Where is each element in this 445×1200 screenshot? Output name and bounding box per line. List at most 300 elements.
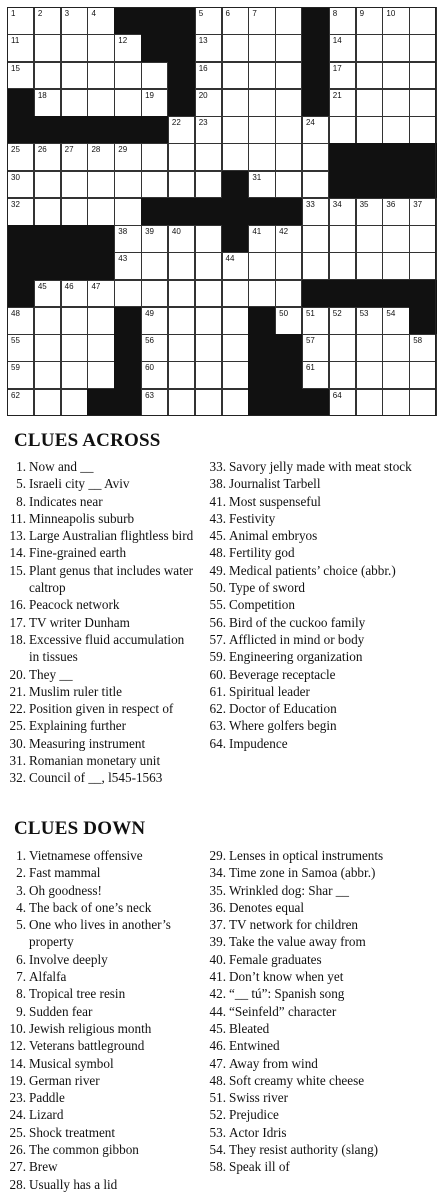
grid-cell[interactable] [222,307,249,335]
clue-number: 52. [209,1107,226,1123]
clue-text: The back of one’s neck [29,899,152,915]
grid-cell[interactable] [195,62,222,90]
clue-item [0,1176,226,1193]
grid-cell[interactable] [329,34,356,62]
grid-cell[interactable] [222,143,249,171]
grid-cell[interactable] [61,334,88,362]
clue-text: Soft creamy white cheese [229,1072,365,1088]
clue-text: TV writer Dunham [29,614,130,630]
grid-cell[interactable] [409,361,436,389]
grid-cell[interactable] [382,116,409,144]
clue-number: 27. [9,1159,26,1175]
grid-cell[interactable] [141,143,168,171]
grid-cell[interactable] [409,34,436,62]
clue-text: They resist authority (slang) [229,1142,379,1158]
clue-number: 43. [209,510,226,526]
black-square [168,7,195,35]
clue-number: 25. [9,718,26,734]
clue-number: 1. [16,459,26,474]
grid-cell[interactable] [222,7,249,35]
black-square [141,34,168,62]
grid-cell[interactable] [356,307,383,335]
black-square [302,389,329,417]
grid-cell[interactable] [356,198,383,226]
cell-number: 26 [37,145,47,155]
grid-cell[interactable] [409,252,436,280]
grid-cell[interactable] [382,7,409,35]
black-square [356,143,383,171]
clue-item [0,562,226,597]
grid-cell[interactable] [34,62,61,90]
grid-cell[interactable] [61,198,88,226]
grid-cell[interactable] [195,307,222,335]
grid-cell[interactable] [87,89,114,117]
grid-cell[interactable] [168,334,195,362]
grid-cell[interactable] [356,89,383,117]
grid-cell[interactable] [7,171,34,199]
cell-number: 53 [359,308,369,318]
grid-cell[interactable] [356,7,383,35]
grid-cell[interactable] [114,171,141,199]
grid-cell[interactable] [329,307,356,335]
grid-cell[interactable] [87,307,114,335]
clue-text: “__ tú”: Spanish song [229,986,345,1002]
grid-cell[interactable] [34,171,61,199]
clue-number: 53. [209,1124,226,1140]
grid-cell[interactable] [302,225,329,253]
cell-number: 52 [332,308,342,318]
grid-cell[interactable] [248,225,275,253]
black-square [356,171,383,199]
clue-text: Involve deeply [29,951,108,967]
grid-cell[interactable] [382,89,409,117]
grid-cell[interactable] [248,252,275,280]
clue-text: Spiritual leader [229,683,310,699]
clue-text: TV network for children [229,917,359,933]
grid-cell[interactable] [168,116,195,144]
clue-number: 57. [209,631,226,647]
clue-number: 41. [209,493,226,509]
grid-cell[interactable] [34,89,61,117]
grid-cell[interactable] [7,198,34,226]
grid-cell[interactable] [195,334,222,362]
grid-cell[interactable] [141,361,168,389]
grid-cell[interactable] [248,116,275,144]
grid-cell[interactable] [87,171,114,199]
grid-cell[interactable] [248,171,275,199]
grid-cell[interactable] [195,252,222,280]
grid-cell[interactable] [141,62,168,90]
grid-cell[interactable] [275,62,302,90]
grid-cell[interactable] [34,7,61,35]
grid-cell[interactable] [222,252,249,280]
black-square [409,280,436,308]
clue-item [0,544,226,561]
grid-cell[interactable] [168,307,195,335]
clue-number: 61. [209,683,226,699]
black-square [7,252,34,280]
clue-item [200,1141,445,1158]
black-square [248,307,275,335]
grid-cell[interactable] [356,252,383,280]
grid-cell[interactable] [275,143,302,171]
down-clues-left [0,847,226,1193]
clue-text: Large Australian flightless bird [29,528,194,544]
grid-cell[interactable] [222,361,249,389]
clue-number: 30. [9,735,26,751]
grid-cell[interactable] [382,334,409,362]
clue-text: Bird of the cuckoo family [229,614,366,630]
grid-cell[interactable] [409,389,436,417]
grid-cell[interactable] [114,280,141,308]
grid-cell[interactable] [7,143,34,171]
clue-item [200,527,445,544]
grid-cell[interactable] [222,62,249,90]
grid-cell[interactable] [329,62,356,90]
clue-number: 5. [16,476,26,492]
clue-item [200,847,445,864]
cell-number: 64 [332,390,342,400]
grid-cell[interactable] [114,89,141,117]
grid-cell[interactable] [7,307,34,335]
clue-number: 49. [209,562,226,578]
cell-number: 44 [225,254,235,264]
grid-cell[interactable] [87,143,114,171]
grid-cell[interactable] [61,171,88,199]
grid-cell[interactable] [195,34,222,62]
grid-cell[interactable] [382,361,409,389]
grid-cell[interactable] [34,143,61,171]
clue-text: Sudden fear [29,1003,93,1019]
grid-cell[interactable] [356,389,383,417]
grid-cell[interactable] [356,34,383,62]
grid-cell[interactable] [329,89,356,117]
grid-cell[interactable] [222,116,249,144]
grid-cell[interactable] [61,62,88,90]
clue-number: 55. [209,597,226,613]
grid-cell[interactable] [222,389,249,417]
clue-number: 34. [209,865,226,881]
clue-item [0,1141,226,1158]
clue-text: Time zone in Samoa (abbr.) [229,865,376,881]
clue-text: Musical symbol [29,1055,114,1071]
grid-cell[interactable] [329,252,356,280]
cell-number: 27 [64,145,74,155]
across-clues-left [0,458,226,787]
grid-cell[interactable] [87,280,114,308]
grid-cell[interactable] [168,252,195,280]
grid-cell[interactable] [302,171,329,199]
cell-number: 25 [11,145,20,155]
black-square [222,198,249,226]
grid-cell[interactable] [34,34,61,62]
clue-number: 10. [9,1020,26,1036]
grid-cell[interactable] [141,280,168,308]
black-square [114,334,141,362]
grid-cell[interactable] [114,143,141,171]
clue-number: 42. [209,986,226,1002]
grid-cell[interactable] [87,334,114,362]
black-square [329,143,356,171]
grid-cell[interactable] [114,198,141,226]
grid-cell[interactable] [248,34,275,62]
black-square [382,171,409,199]
grid-cell[interactable] [222,89,249,117]
clue-number: 11. [10,510,26,526]
grid-cell[interactable] [61,143,88,171]
black-square [222,225,249,253]
grid-cell[interactable] [7,334,34,362]
clue-text: Animal embryos [229,528,318,544]
grid-cell[interactable] [61,89,88,117]
grid-cell[interactable] [275,7,302,35]
clue-text: Peacock network [29,597,120,613]
grid-cell[interactable] [222,280,249,308]
grid-cell[interactable] [7,389,34,417]
cell-number: 23 [198,118,208,128]
clue-text: Journalist Tarbell [229,476,321,492]
grid-cell[interactable] [356,334,383,362]
cell-number: 31 [252,172,262,182]
grid-cell[interactable] [61,307,88,335]
grid-cell[interactable] [248,62,275,90]
grid-cell[interactable] [356,225,383,253]
grid-cell[interactable] [409,225,436,253]
black-square [34,116,61,144]
grid-cell[interactable] [382,225,409,253]
cell-number: 17 [332,63,342,73]
clue-item [0,717,226,734]
grid-cell[interactable] [409,62,436,90]
grid-cell[interactable] [87,7,114,35]
cell-number: 51 [305,308,315,318]
black-square [248,334,275,362]
black-square [248,389,275,417]
grid-cell[interactable] [329,116,356,144]
grid-cell[interactable] [409,116,436,144]
clue-text: One who lives in another’s [29,917,171,933]
grid-cell[interactable] [141,225,168,253]
clue-number: 35. [209,882,226,898]
grid-cell[interactable] [61,7,88,35]
grid-cell[interactable] [275,34,302,62]
grid-cell[interactable] [34,389,61,417]
clue-text: Swiss river [229,1090,288,1106]
grid-cell[interactable] [329,334,356,362]
grid-cell[interactable] [248,143,275,171]
grid-cell[interactable] [195,171,222,199]
cell-number: 33 [305,199,315,209]
black-square [168,62,195,90]
grid-cell[interactable] [61,280,88,308]
black-square [356,280,383,308]
grid-cell[interactable] [382,252,409,280]
clue-number: 41. [209,969,226,985]
grid-cell[interactable] [168,361,195,389]
grid-cell[interactable] [382,34,409,62]
cell-number: 16 [198,63,208,73]
grid-cell[interactable] [356,116,383,144]
clue-item [0,1037,226,1054]
clue-number: 6. [16,951,26,967]
grid-cell[interactable] [141,252,168,280]
grid-cell[interactable] [141,307,168,335]
grid-cell[interactable] [195,389,222,417]
grid-cell[interactable] [302,116,329,144]
black-square [114,7,141,35]
clue-item [0,1124,226,1141]
grid-cell[interactable] [302,361,329,389]
grid-cell[interactable] [34,280,61,308]
grid-cell[interactable] [61,361,88,389]
clue-item [200,475,445,492]
grid-cell[interactable] [329,198,356,226]
grid-cell[interactable] [222,34,249,62]
grid-cell[interactable] [7,62,34,90]
clue-text: Shock treatment [29,1124,116,1140]
grid-cell[interactable] [275,171,302,199]
grid-cell[interactable] [302,307,329,335]
cell-number: 28 [91,145,101,155]
clue-number: 59. [209,649,226,665]
grid-cell[interactable] [195,361,222,389]
clue-text: Where golfers begin [229,718,337,734]
cell-number: 40 [171,227,181,237]
clue-text-continued: property [29,934,74,950]
clue-number: 31. [9,753,26,769]
grid-cell[interactable] [195,280,222,308]
black-square [141,116,168,144]
grid-cell[interactable] [61,34,88,62]
grid-cell[interactable] [409,89,436,117]
grid-cell[interactable] [61,389,88,417]
grid-cell[interactable] [275,89,302,117]
grid-cell[interactable] [34,198,61,226]
black-square [329,171,356,199]
grid-cell[interactable] [356,62,383,90]
grid-cell[interactable] [302,198,329,226]
grid-cell[interactable] [329,389,356,417]
grid-cell[interactable] [275,307,302,335]
grid-cell[interactable] [275,280,302,308]
grid-cell[interactable] [275,116,302,144]
grid-cell[interactable] [409,198,436,226]
grid-cell[interactable] [7,34,34,62]
grid-cell[interactable] [114,34,141,62]
black-square [302,89,329,117]
cell-number: 21 [332,90,342,100]
clue-number: 48. [209,545,226,561]
clue-item [200,1020,445,1037]
clue-item [0,493,226,510]
grid-cell[interactable] [7,7,34,35]
grid-cell[interactable] [87,62,114,90]
cell-number: 15 [11,63,20,73]
grid-cell[interactable] [248,89,275,117]
grid-cell[interactable] [382,307,409,335]
grid-cell[interactable] [87,34,114,62]
black-square [302,34,329,62]
clue-text: Tropical tree resin [29,986,126,1002]
clue-text: Oh goodness! [29,882,102,898]
clue-text: Israeli city __ Aviv [29,476,130,492]
grid-cell[interactable] [168,280,195,308]
clue-number: 21. [9,683,26,699]
black-square [409,307,436,335]
black-square [61,116,88,144]
grid-cell[interactable] [195,7,222,35]
grid-cell[interactable] [114,62,141,90]
grid-cell[interactable] [34,361,61,389]
clue-item [0,1106,226,1123]
clue-text: Competition [229,597,295,613]
clue-item [0,510,226,527]
grid-cell[interactable] [168,171,195,199]
cell-number: 9 [359,9,365,18]
grid-cell[interactable] [168,225,195,253]
grid-cell[interactable] [248,280,275,308]
clue-item [200,933,445,950]
grid-cell[interactable] [248,7,275,35]
grid-cell[interactable] [141,389,168,417]
across-heading: CLUES ACROSS [14,430,161,451]
grid-cell[interactable] [356,361,383,389]
grid-cell[interactable] [302,252,329,280]
black-square [275,198,302,226]
clue-item [200,882,445,899]
grid-cell[interactable] [168,143,195,171]
grid-cell[interactable] [275,252,302,280]
clue-text: Fertility god [229,545,295,561]
grid-cell[interactable] [382,62,409,90]
clue-item [0,475,226,492]
grid-cell[interactable] [195,116,222,144]
grid-cell[interactable] [222,334,249,362]
clue-text: Plant genus that includes water [29,562,194,578]
grid-cell[interactable] [7,361,34,389]
cell-number: 49 [145,308,154,318]
grid-cell[interactable] [141,334,168,362]
cell-number: 10 [386,9,396,18]
clue-item [0,769,226,786]
grid-cell[interactable] [302,334,329,362]
grid-cell[interactable] [382,389,409,417]
grid-cell[interactable] [329,361,356,389]
clue-number: 40. [209,951,226,967]
grid-cell[interactable] [329,7,356,35]
grid-cell[interactable] [195,225,222,253]
grid-cell[interactable] [275,225,302,253]
grid-cell[interactable] [382,198,409,226]
grid-cell[interactable] [409,7,436,35]
grid-cell[interactable] [34,334,61,362]
grid-cell[interactable] [329,225,356,253]
grid-cell[interactable] [34,307,61,335]
grid-cell[interactable] [409,334,436,362]
grid-cell[interactable] [114,252,141,280]
grid-cell[interactable] [141,171,168,199]
grid-cell[interactable] [168,389,195,417]
grid-cell[interactable] [87,361,114,389]
grid-cell[interactable] [87,198,114,226]
clue-text: Veterans battleground [29,1038,145,1054]
cell-number: 13 [198,36,208,46]
grid-cell[interactable] [195,143,222,171]
grid-cell[interactable] [195,89,222,117]
grid-cell[interactable] [141,89,168,117]
grid-cell[interactable] [302,143,329,171]
grid-cell[interactable] [114,225,141,253]
